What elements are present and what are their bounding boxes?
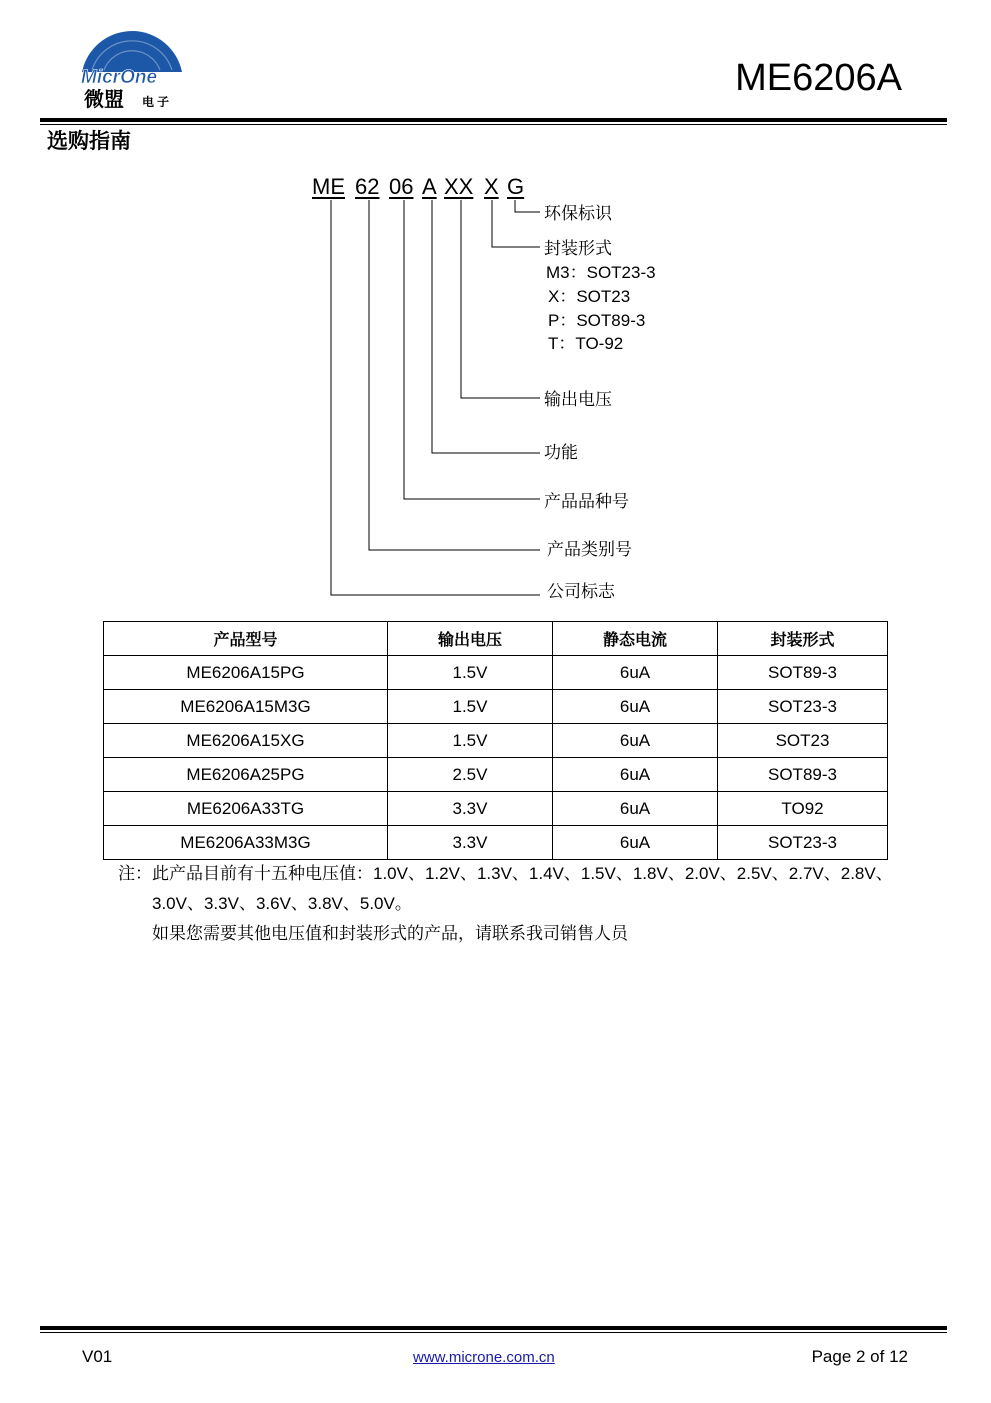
cell-voltage: 3.3V [388, 826, 553, 860]
note-line-3: 如果您需要其他电压值和封装形式的产品，请联系我司销售人员 [152, 924, 628, 944]
table-row [104, 656, 888, 690]
svg-text:微盟: 微盟 [84, 87, 124, 111]
label-company-mark: 公司标志 [547, 582, 615, 602]
page-number: Page 2 of 12 [811, 1347, 908, 1366]
package-option-p: P：SOT89-3 [548, 311, 646, 330]
segment-g: G [507, 174, 525, 199]
note-line-2 [152, 893, 412, 915]
cell-voltage: 2.5V [388, 758, 553, 792]
segment-xx: XX [444, 174, 474, 199]
segment-62: 62 [355, 174, 380, 199]
header-package: 封装形式 [718, 622, 888, 656]
label-output-voltage: 输出电压 [544, 390, 612, 410]
segment-06: 06 [389, 174, 414, 199]
table-row [104, 724, 888, 758]
cell-current: 6uA [553, 724, 718, 758]
segment-a: A [422, 174, 437, 199]
cell-voltage: 1.5V [388, 724, 553, 758]
cell-model: ME6206A25PG [104, 758, 388, 792]
package-option-x: X：SOT23 [548, 287, 631, 306]
cell-voltage: 1.5V [388, 656, 553, 690]
label-env-mark: 环保标识 [544, 204, 612, 224]
table-row [104, 690, 888, 724]
cell-voltage: 3.3V [388, 792, 553, 826]
connector-lines [0, 0, 991, 620]
package-option-m3: M3：SOT23-3 [546, 263, 656, 282]
note-voltage-values-cont: 3.0V、3.3V、3.6V、3.8V、5.0V。 [152, 894, 412, 913]
cell-model: ME6206A33M3G [104, 826, 388, 860]
package-option-t: T：TO-92 [548, 334, 624, 353]
cell-model: ME6206A15PG [104, 656, 388, 690]
cell-package: SOT23 [718, 724, 888, 758]
segment-me: ME [312, 174, 345, 199]
cell-current: 6uA [553, 792, 718, 826]
svg-text:电子: 电子 [142, 95, 173, 109]
cell-package: SOT23-3 [718, 826, 888, 860]
website-link[interactable]: www.microne.com.cn [413, 1349, 555, 1366]
part-number-diagram [0, 0, 991, 620]
header-output-voltage: 输出电压 [388, 622, 553, 656]
label-package-form: 封装形式 [544, 239, 612, 259]
cell-voltage: 1.5V [388, 690, 553, 724]
label-product-variant: 产品品种号 [544, 492, 629, 512]
cell-package: TO92 [718, 792, 888, 826]
label-product-category: 产品类别号 [547, 540, 632, 560]
table-row [104, 758, 888, 792]
cell-current: 6uA [553, 690, 718, 724]
cell-current: 6uA [553, 758, 718, 792]
section-title: 选购指南 [47, 129, 131, 153]
cell-model: ME6206A15M3G [104, 690, 388, 724]
table-row [104, 826, 888, 860]
table-row [104, 792, 888, 826]
note-voltage-values: 1.0V、1.2V、1.3V、1.4V、1.5V、1.8V、2.0V、2.5V、2.7V、2.8V、 [373, 864, 893, 883]
footer-rule-thick [40, 1326, 947, 1330]
footer-version: V01 [82, 1347, 113, 1366]
footer-rule-thin [40, 1332, 947, 1333]
cell-package: SOT23-3 [718, 690, 888, 724]
note-prefix: 注：此产品目前有十五种电压值： [118, 864, 373, 884]
cell-current: 6uA [553, 826, 718, 860]
document-title: ME6206A [735, 57, 902, 99]
ordering-table [103, 621, 888, 860]
note-line-1 [118, 863, 893, 885]
cell-model: ME6206A33TG [104, 792, 388, 826]
cell-model: ME6206A15XG [104, 724, 388, 758]
table-header-row [104, 622, 888, 656]
cell-package: SOT89-3 [718, 656, 888, 690]
header-quiescent-current: 静态电流 [553, 622, 718, 656]
cell-package: SOT89-3 [718, 758, 888, 792]
svg-text:MicrOne: MicrOne [81, 67, 158, 88]
segment-x: X [484, 174, 499, 199]
cell-current: 6uA [553, 656, 718, 690]
header-model: 产品型号 [104, 622, 388, 656]
label-function: 功能 [544, 443, 578, 463]
